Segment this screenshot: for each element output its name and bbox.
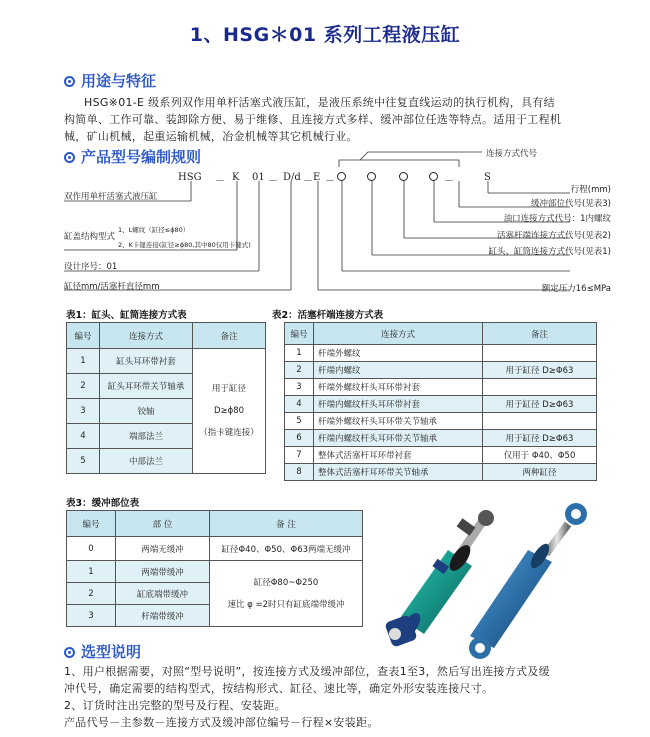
table3-note: 缸径Φ80~Φ250 速比 φ =2时只有缸底端带缓冲	[210, 561, 363, 627]
table-row: 2 缸头耳环带关节轴承	[67, 374, 266, 399]
connection-bracket	[339, 160, 459, 167]
table-row: 2 杆端内螺纹 用于缸径 D≥Φ63	[285, 362, 597, 379]
table-row: 3 杆端带缓冲	[67, 605, 363, 627]
table-row: 1 缸头耳环带衬套 用于缸径 D≥ϕ80 （指卡键连接）	[67, 349, 266, 374]
table-row: 5 杆端外螺纹杆头耳环带关节轴承	[285, 413, 597, 430]
label-cushion-code: 缓冲部位代号(见表3)	[530, 199, 611, 209]
table1-note: 用于缸径 D≥ϕ80 （指卡键连接）	[193, 349, 266, 474]
table-row: 1 两端带缓冲 缸径Φ80~Φ250 速比 φ =2时只有缸底端带缓冲	[67, 561, 363, 583]
code-part-e: E	[313, 172, 321, 183]
label-head-tube-code: 缸头、缸筒连接方式代号(见表1)	[488, 247, 611, 257]
table3: 编号 部 位 备 注 0 两端无缓冲 缸径Φ40、Φ50、Φ63两端无缓冲 1 两端带缓冲 缸径Φ80~Φ250 速比 φ =2时只有缸底端带缓冲 2 缸底端带缓冲 3 杆端带缓冲	[66, 510, 363, 627]
section-heading-selection: 选型说明	[64, 641, 141, 662]
blue-cylinder-image	[469, 503, 587, 659]
table2-caption: 表2：活塞杆端连接方式表	[272, 310, 384, 321]
section-heading-usage: 用途与特征	[64, 70, 156, 91]
label-oil-port-code: 油口连接方式代号：1内螺纹	[503, 214, 611, 224]
code-part-01: 01	[252, 172, 265, 183]
code-part-s: S	[484, 172, 491, 183]
code-placeholder-circle	[337, 172, 346, 181]
table-row: 8 整体式活塞杆耳环带关节轴承 两种缸径	[285, 464, 597, 481]
table-row: 3 杆端外螺纹杆头耳环带衬套	[285, 379, 597, 396]
label-stroke: 行程(mm)	[570, 185, 611, 195]
table-row: 0 两端无缓冲 缸径Φ40、Φ50、Φ63两端无缓冲	[67, 537, 363, 561]
selection-paragraph: 1、用户根据需要，对照“型号说明”，按连接方式及缓冲部位，查表1至3，然后写出连接方式及缓 冲代号，确定需要的结构型式，按结构形式、缸径、速比等，确定外形安装连接尺寸。 2、订货时注出完整的型号及行程、安装距。 产品代号－主参数－连接方式及缓冲部位编号－行程×安装距。	[64, 665, 550, 729]
table-row: 5 中部法兰	[67, 449, 266, 474]
bullet-icon	[64, 76, 75, 87]
code-part-k: K	[232, 172, 240, 183]
code-placeholder-circle	[429, 172, 438, 181]
label-struct-option-1: 1、L螺纹（缸径≤ϕ80）	[118, 226, 190, 234]
table1-caption: 表1：缸头、缸筒连接方式表	[66, 310, 187, 321]
label-rod-end-code: 活塞杆端连接方式代号(见表2)	[496, 231, 611, 241]
table-row: 4 端部法兰	[67, 424, 266, 449]
label-cover-structure: 缸盖结构型式	[64, 232, 116, 242]
code-placeholder-circle	[367, 172, 376, 181]
label-design-serial: 设计序号：01	[64, 262, 118, 272]
usage-paragraph: HSG※01-E 级系列双作用单杆活塞式液压缸，是液压系统中往复直线运动的执行机构，具有结 构简单、工作可靠、装卸除方便、易于维修、且连接方式多样、缓冲部位任选等特点。适用于工程机 械，矿山机械，起重运输机械，冶金机械等其它机械行业。	[64, 96, 562, 143]
table1: 编号 连接方式 备注 1 缸头耳环带衬套 用于缸径 D≥ϕ80 （指卡键连接） 2 缸头耳环带关节轴承 3 铰轴 4 端部法兰 5 中部法兰	[66, 322, 266, 474]
bullet-icon	[64, 647, 75, 658]
table-row: 2 缸底端带缓冲	[67, 583, 363, 605]
connection-pointer-line	[360, 152, 482, 160]
code-placeholder-circle	[399, 172, 408, 181]
section-heading-model-rules: 产品型号编制规则	[64, 146, 201, 167]
label-struct-option-2: 2、K卡键连接(缸径≥ϕ80,其中80仅用卡键式)	[118, 241, 251, 249]
table-row: 6 杆端内螺纹杆头耳环带关节轴承 用于缸径 D≥Φ63	[285, 430, 597, 447]
label-bore-rod: 缸径mm/活塞杆直径mm	[64, 282, 160, 292]
table-row: 1 杆端外螺纹	[285, 345, 597, 362]
cylinder-photos	[370, 500, 610, 660]
table-row: 7 整体式活塞杆耳环带衬套 仅用于 Φ40、Φ50	[285, 447, 597, 464]
label-rated-pressure: 额定压力16≤MPa	[541, 284, 611, 294]
table3-caption: 表3：缓冲部位表	[66, 498, 140, 509]
table-row: 3 铰轴	[67, 399, 266, 424]
table-row: 4 杆端内螺纹杆头耳环带衬套 用于缸径 D≥Φ63	[285, 396, 597, 413]
page-title: 1、HSG＊01 系列工程液压缸	[189, 24, 461, 46]
label-connection-code: 连接方式代号	[486, 149, 538, 159]
code-part-dd: D/d	[283, 172, 301, 183]
table2: 编号 连接方式 备注 1 杆端外螺纹 2 杆端内螺纹 用于缸径 D≥Φ63 3 杆端外螺纹杆头耳环带衬套 4 杆端内螺纹杆头耳环带衬套 用于缸径 D≥Φ63 5 杆端外螺纹杆头耳环带关节轴承 6 杆端内螺纹杆头耳环带关节轴承 用于缸径 D≥Φ63 7 整体式活塞杆耳环带衬套 仅用于 Φ40、Φ50 8 整体式活塞杆耳环带关节轴承 两种缸径	[284, 322, 597, 481]
code-part-hsg: HSG	[178, 172, 202, 183]
label-cylinder-type: 双作用单杆活塞式液压缸	[64, 192, 158, 202]
